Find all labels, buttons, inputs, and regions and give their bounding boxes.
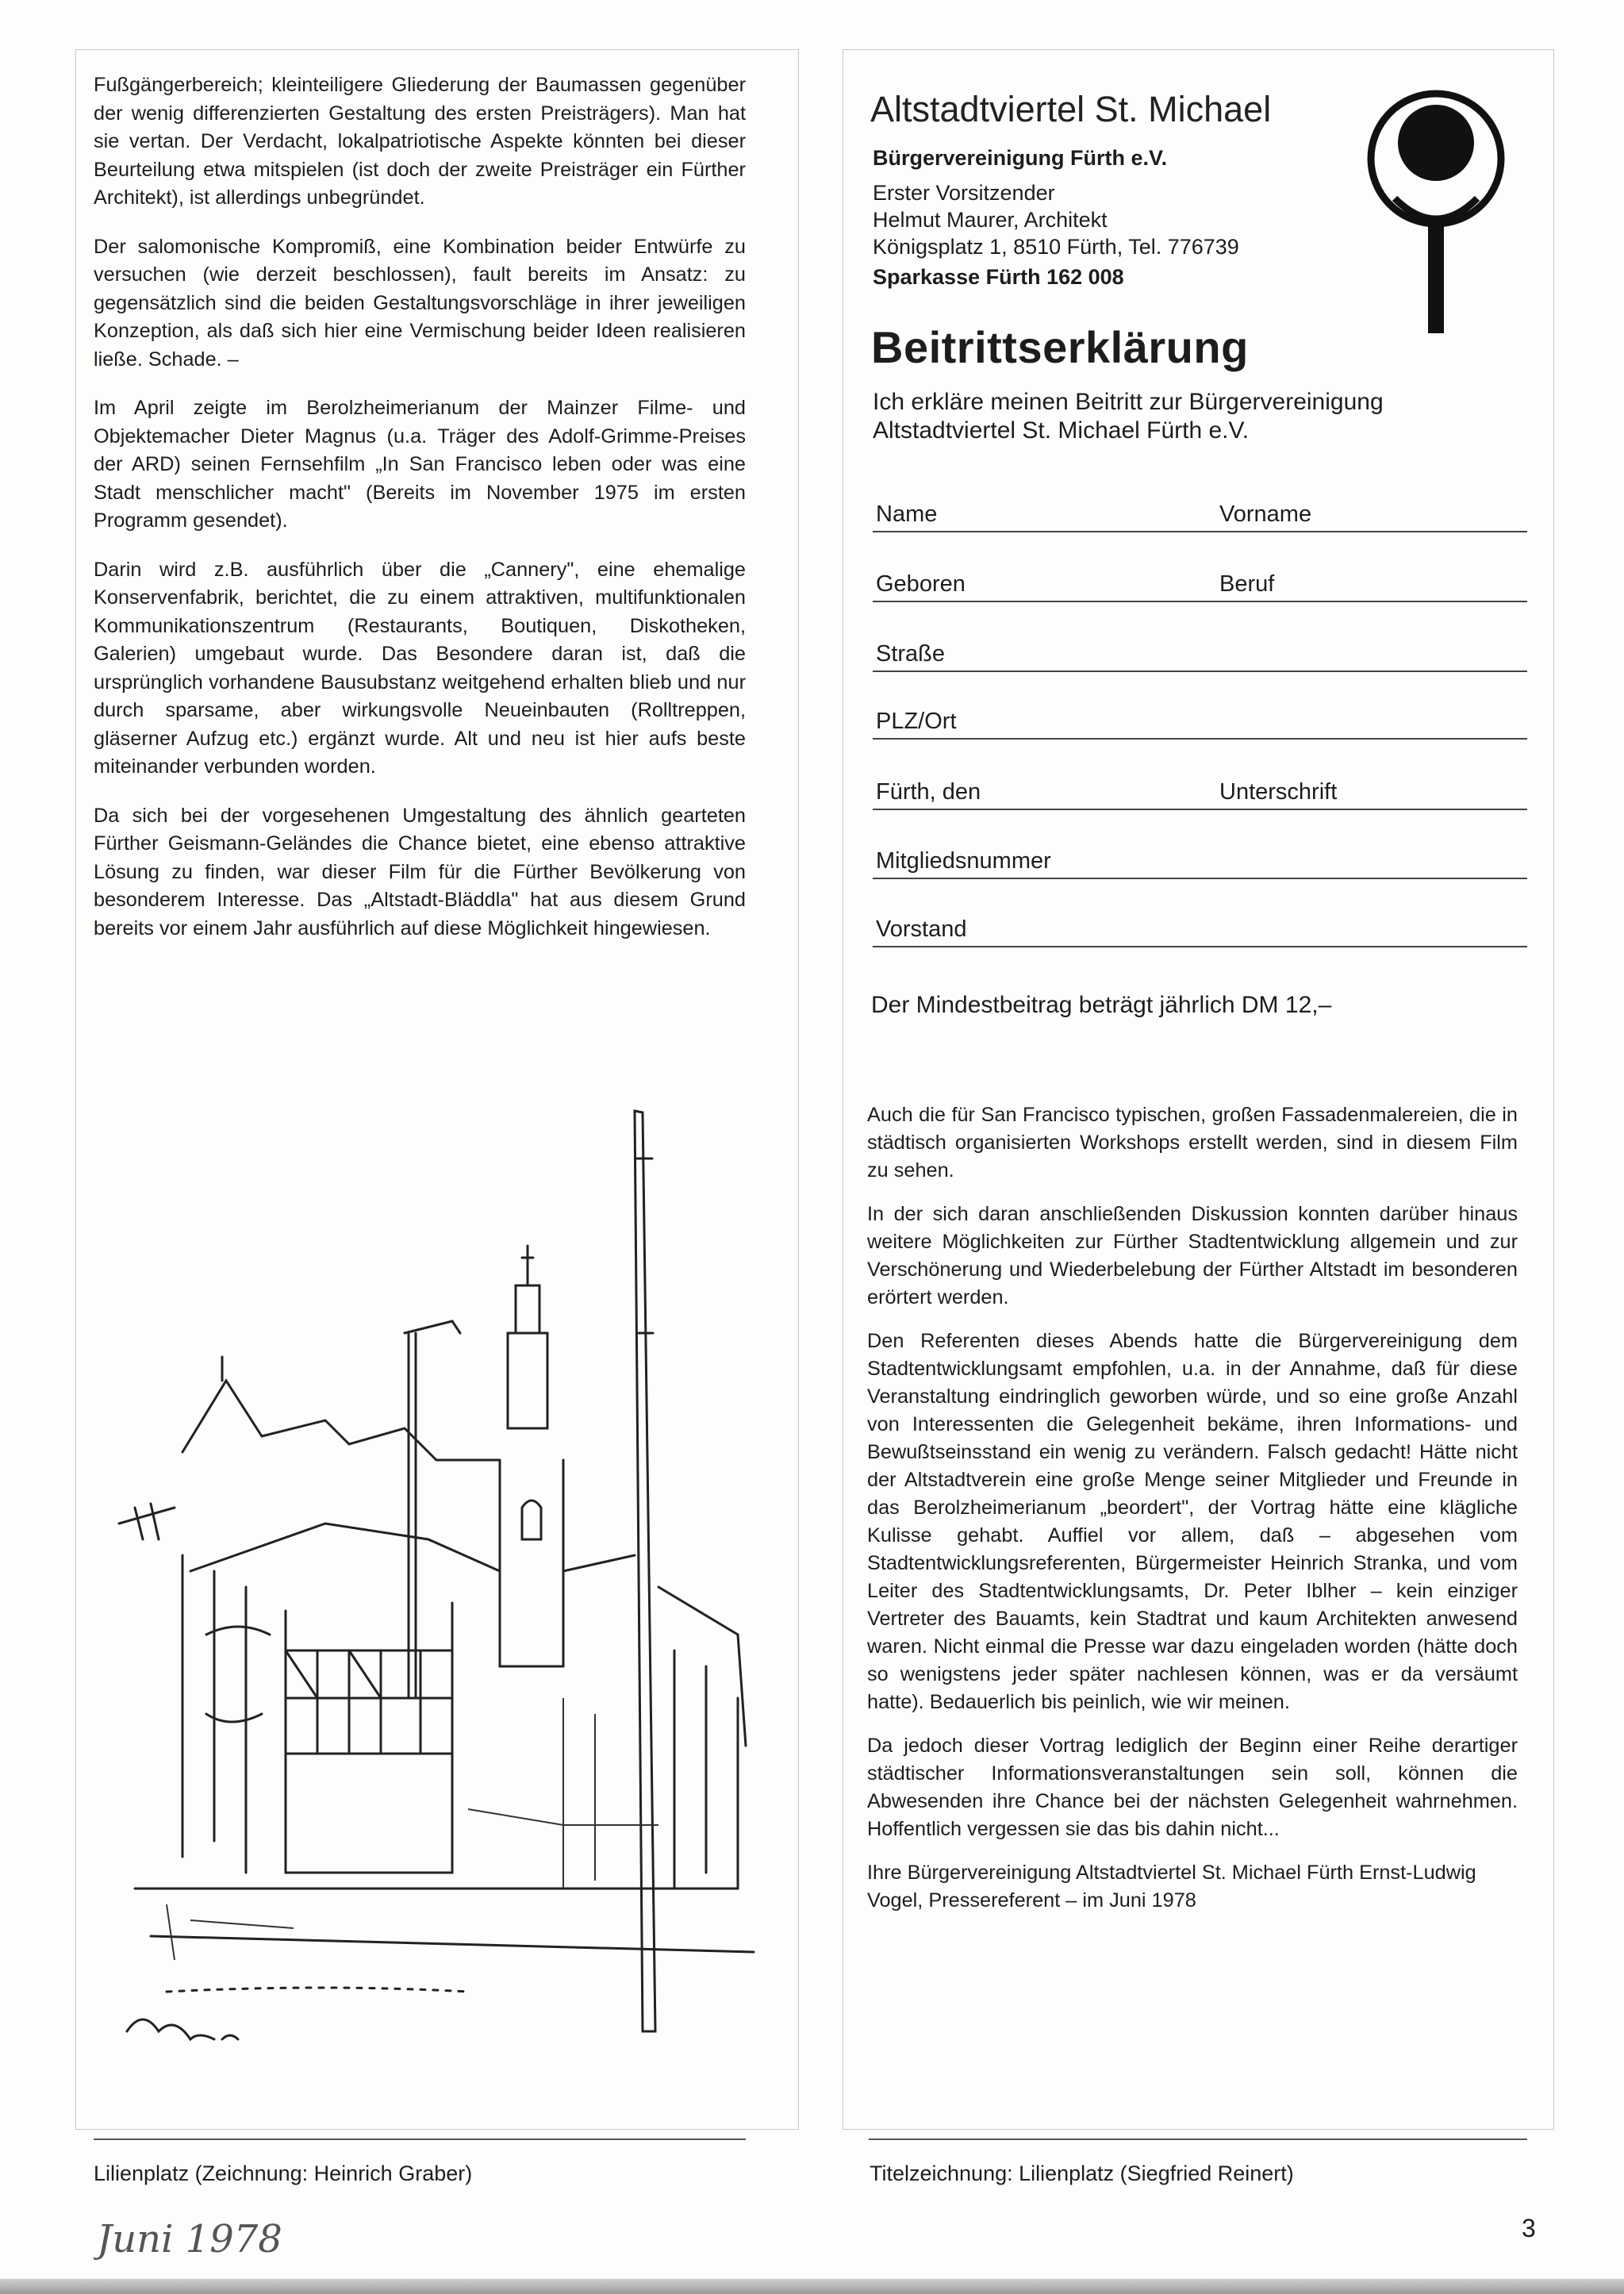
form-title: Beitrittserklärung	[871, 322, 1249, 372]
form-intro-line: Ich erkläre meinen Beitritt zur Bürgervereinigung	[873, 389, 1384, 415]
paragraph: Ihre Bürgervereinigung Altstadtviertel St. Michael Fürth Ernst-Ludwig Vogel, Pressereferent – im Juni 1978	[867, 1862, 1476, 1912]
paragraph: In der sich daran anschließenden Diskussion konnten darüber hinaus weitere Möglichkeiten zur Fürther Stadtentwicklung allgemein und zur Verschönerung und Wiederbelebung der Fürther Altstadt im besonderen erörtert werden.	[867, 1203, 1518, 1308]
caption-left: Lilienplatz (Zeichnung: Heinrich Graber)	[94, 2161, 473, 2185]
org-bank: Sparkasse Fürth 162 008	[873, 265, 1124, 289]
org-chair-name: Helmut Maurer, Architekt	[873, 208, 1108, 232]
unterschrift-label: Unterschrift	[1219, 779, 1338, 805]
member-number-field[interactable]	[873, 843, 1527, 879]
paragraph: Da jedoch dieser Vortrag lediglich der Beginn einer Reihe derartiger städtischer Informationsveranstaltungen sein soll, können die Abwesenden ihre Chance bei der nächsten Gelegenheit wahrnehmen. Hoffentlich vergessen sie das bis dahin nicht...	[867, 1735, 1518, 1840]
street-field[interactable]	[873, 636, 1527, 672]
paragraph: Im April zeigte im Berolzheimerianum der Mainzer Filme- und Objektemacher Dieter Magnus (u.a. Träger des Adolf-Grimme-Preises der ARD) seinen Fernsehfilm „In San Francisco leben oder was eine Stadt menschlicher macht" (Bereits im November 1975 im ersten Programm gesendet).	[94, 397, 746, 532]
org-title: Altstadtviertel St. Michael	[870, 89, 1272, 129]
vorname-label: Vorname	[1219, 501, 1312, 527]
name-label: Name	[876, 501, 938, 527]
paragraph: Der salomonische Kompromiß, eine Kombination beider Entwürfe zu versuchen (wie derzeit beschlossen), fault bereits im Ansatz: zu gegensätzlich sind die beiden Gestaltungsvorschläge in ihrer jeweiligen Konzeption, als daß sich hier eine Vermischung beider Ideen realisieren ließe. Schade. –	[94, 235, 746, 371]
geboren-label: Geboren	[876, 571, 966, 597]
strasse-label: Straße	[876, 641, 946, 667]
paragraph: Den Referenten dieses Abends hatte die Bürgervereinigung dem Stadtentwicklungsamt empfohlen, u.a. in der Annahme, daß für diese Veranstaltung eindringlich geworben würde, und so eine große Anzahl von Interessenten die Gelegenheit bekäme, ihren Informations- und Bewußtseinsstand ein wenig zu verändern. Falsch gedacht! Hätte nicht der Altstadtverein eine große Menge seiner Mitglieder und Freunde in das Berolzheimerianum „beordert", der Vortrag hätte eine klägliche Kulisse gehabt. Auffiel vor allem, daß – abgesehen vom Stadtentwicklungsreferenten, Bürgermeister Heinrich Stranka, und vom Leiter des Stadtentwicklungsamts, Dr. Peter Iblher – kein einziger Vertreter des Bauamts, kein Stadtrat und kaum Architekten anwesend waren. Nicht einmal die Presse war dazu eingeladen worden (hätte doch so wenigstens jeder später nachlesen können, was er da versäumt hatte). Bedauerlich bis peinlich, wie wir meinen.	[867, 1330, 1518, 1713]
plz-field[interactable]	[873, 703, 1527, 740]
org-address: Königsplatz 1, 8510 Fürth, Tel. 776739	[873, 235, 1239, 259]
paragraph: Da sich bei der vorgesehenen Umgestaltung des ähnlich gearteten Fürther Geismann-Geländes die Chance bietet, eine ebenso attraktive Lösung zu finden, war dieser Film für die Fürther Bevölkerung von besonderem Interesse. Das „Altstadt-Bläddla" hat aus diesem Grund bereits vor einem Jahr ausführlich auf diese Möglichkeit hingewiesen.	[94, 804, 746, 940]
ort-datum-label: Fürth, den	[876, 779, 981, 805]
caption-right: Titelzeichnung: Lilienplatz (Siegfried Reinert)	[870, 2161, 1294, 2185]
handwritten-date	[94, 2206, 347, 2269]
birth-field[interactable]	[873, 566, 1527, 602]
org-logo	[1341, 87, 1531, 341]
lilienplatz-sketch	[87, 1095, 770, 2079]
right-article-text	[867, 1101, 1518, 1931]
left-article-text	[94, 71, 746, 963]
caption-rule-left	[94, 2138, 746, 2140]
vorstand-label: Vorstand	[876, 916, 967, 942]
date-signature-field[interactable]	[873, 774, 1527, 810]
org-subtitle: Bürgervereinigung Fürth e.V.	[873, 146, 1168, 170]
handwritten-text: Juni 1978	[97, 2217, 282, 2261]
org-chair-label: Erster Vorsitzender	[873, 181, 1055, 205]
scan-edge	[0, 2279, 1624, 2294]
paragraph: Fußgängerbereich; kleinteiligere Gliederung der Baumassen gegenüber der wenig differenzierten Gestaltung des ersten Preisträgers). Man hat sie vertan. Der Verdacht, lokalpatriotische Aspekte könnten bei dieser Beurteilung etwa mitspielen (ist doch der zweite Preisträger ein Fürther Architekt), ist allerdings unbegründet.	[94, 74, 746, 209]
caption-rule-right	[869, 2138, 1527, 2140]
page-number: 3	[1522, 2214, 1536, 2242]
paragraph: Darin wird z.B. ausführlich über die „Cannery", eine ehemalige Konservenfabrik, berichtet, die zu einem attraktiven, multifunktionalen Kommunikationszentrum (Restaurants, Boutiquen, Diskotheken, Galerien) umgebaut wurde. Das Besondere daran ist, daß die ursprünglich vorhandene Bausubstanz weitgehend erhalten blieb und nur durch sparsame, aber wirkungsvolle Neueinbauten (Rolltreppen, gläserner Aufzug etc.) ergänzt wurde. Alt und neu ist hier aufs beste miteinander verbunden worden.	[94, 558, 746, 778]
mitgliedsnummer-label: Mitgliedsnummer	[876, 848, 1051, 874]
min-fee-note: Der Mindestbeitrag beträgt jährlich DM 12,–	[871, 992, 1332, 1018]
board-field[interactable]	[873, 911, 1527, 947]
beruf-label: Beruf	[1219, 571, 1275, 597]
plz-label: PLZ/Ort	[876, 709, 957, 734]
paragraph: Auch die für San Francisco typischen, großen Fassadenmalereien, die in städtisch organisierten Workshops erstellt werden, sind in diesem Film zu sehen.	[867, 1104, 1518, 1182]
form-intro-line: Altstadtviertel St. Michael Fürth e.V.	[873, 417, 1250, 444]
name-field[interactable]	[873, 496, 1527, 532]
